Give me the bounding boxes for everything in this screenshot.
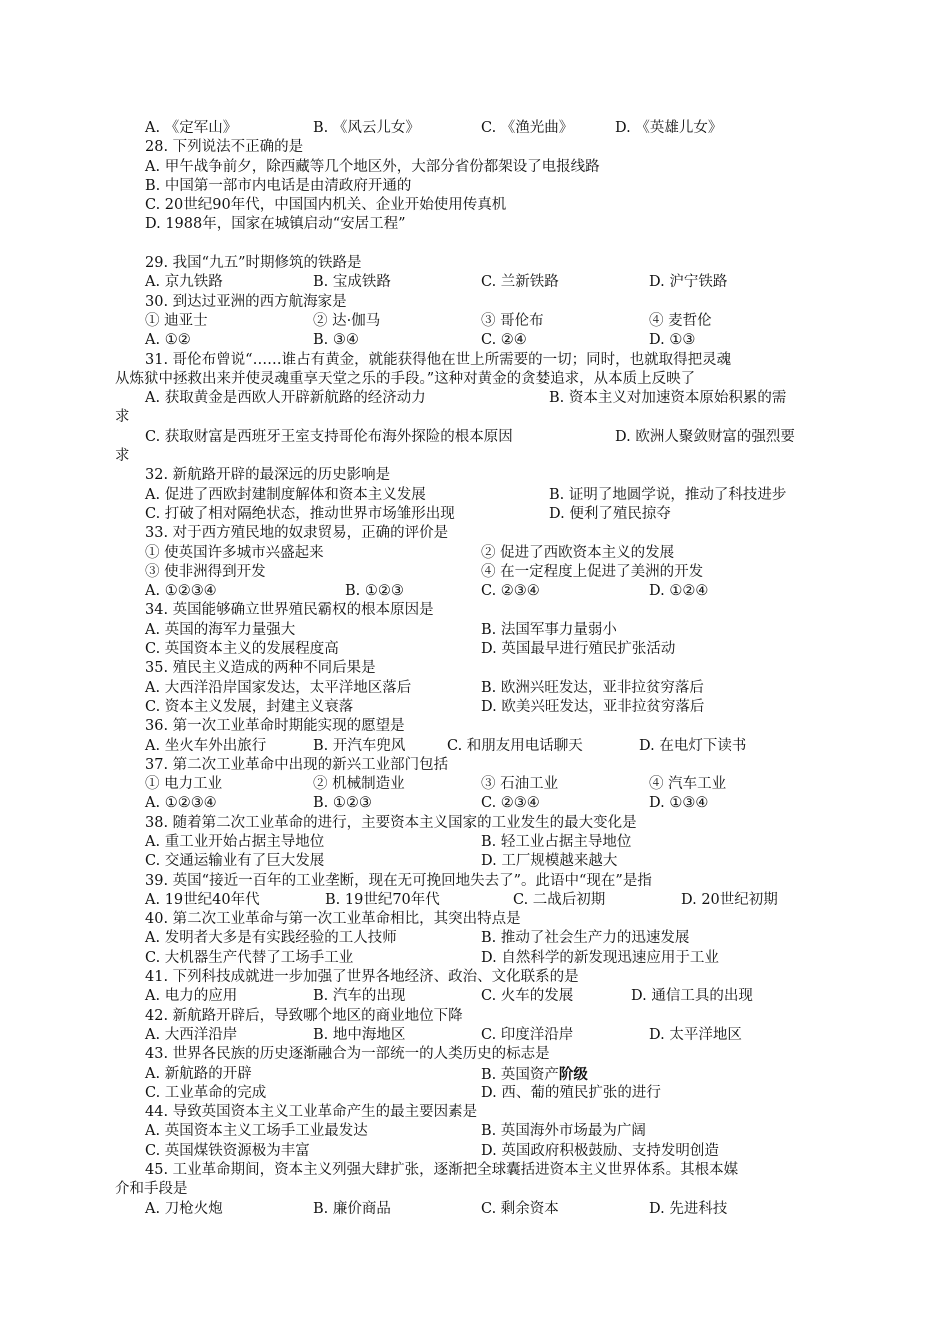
q45-option-d: D. 先进科技	[649, 1200, 728, 1217]
q36-option-a: A. 坐火车外出旅行	[145, 737, 267, 754]
q28-option-b: B. 中国第一部市内电话是由清政府开通的	[145, 177, 412, 194]
q36-options-row	[115, 737, 845, 756]
q43-option-b-bold: 阶级	[558, 1065, 588, 1083]
q31-option-d: D. 欧洲人聚敛财富的强烈要	[615, 428, 795, 445]
q34-stem: 34. 英国能够确立世界殖民霸权的根本原因是	[145, 602, 434, 619]
q44-option-d: D. 英国政府积极鼓励、支持发明创造	[481, 1142, 719, 1159]
q34-option-b: B. 法国军事力量弱小	[481, 621, 617, 638]
q42-options-row	[115, 1026, 845, 1045]
q27-option-d: D. 《英雄儿女》	[615, 120, 723, 136]
q31-cd-row	[115, 428, 845, 447]
q37-option-a: A. ①②③④	[145, 795, 217, 812]
q27-option-c: C. 《渔光曲》	[481, 120, 574, 136]
q43-option-b-text: B. 英国资产	[481, 1066, 559, 1083]
q39-option-b: B. 19世纪70年代	[325, 891, 440, 908]
q43-option-a: A. 新航路的开辟	[145, 1065, 252, 1082]
q30-item-1: ① 迪亚士	[145, 312, 208, 329]
q30-option-b: B. ③④	[313, 332, 359, 349]
q33-items-row-2	[115, 563, 845, 582]
blank-line	[115, 235, 845, 254]
q31-option-b-wrap: 求	[115, 409, 130, 426]
q43-option-c: C. 工业革命的完成	[145, 1084, 267, 1101]
q28-stem: 28. 下列说法不正确的是	[145, 139, 304, 156]
q41-options-row	[115, 987, 845, 1006]
q35-option-b: B. 欧洲兴旺发达，亚非拉贫穷落后	[481, 679, 704, 696]
q35-option-d: D. 欧美兴旺发达，亚非拉贫穷落后	[481, 698, 705, 715]
q40-ab-row	[115, 929, 845, 948]
q37-item-3: ③ 石油工业	[481, 776, 559, 793]
q30-options-row	[115, 331, 845, 350]
q29-option-b: B. 宝成铁路	[313, 274, 391, 291]
q30-item-3: ③ 哥伦布	[481, 312, 544, 329]
q29-option-c: C. 兰新铁路	[481, 274, 559, 291]
q44-option-a: A. 英国资本主义工场手工业最发达	[145, 1123, 368, 1140]
q27-option-a: A. 《定军山》	[145, 120, 238, 136]
q45-option-c: C. 剩余资本	[481, 1200, 559, 1217]
q30-option-d: D. ①③	[649, 332, 696, 349]
q29-stem: 29. 我国“九五”时期修筑的铁路是	[145, 255, 362, 272]
q40-stem: 40. 第二次工业革命与第一次工业革命相比，其突出特点是	[145, 911, 521, 928]
q30-option-c: C. ②④	[481, 332, 527, 349]
q32-stem: 32. 新航路开辟的最深远的历史影响是	[145, 467, 391, 484]
q35-option-a: A. 大西洋沿岸国家发达，太平洋地区落后	[145, 679, 412, 696]
q44-option-c: C. 英国煤铁资源极为丰富	[145, 1142, 310, 1159]
q30-option-a: A. ①②	[145, 332, 191, 349]
q35-cd-row	[115, 698, 845, 717]
q41-option-c: C. 火车的发展	[481, 988, 574, 1005]
q33-item-4: ④ 在一定程度上促进了美洲的开发	[481, 563, 704, 580]
q38-option-d: D. 工厂规模越来越大	[481, 853, 618, 870]
q45-option-a: A. 刀枪火炮	[145, 1200, 223, 1217]
q30-item-4: ④ 麦哲伦	[649, 312, 712, 329]
q36-option-c: C. 和朋友用电话聊天	[447, 737, 583, 754]
q31-ab-row	[115, 389, 845, 408]
q28-option-c: C. 20世纪90年代，中国国内机关、企业开始使用传真机	[145, 197, 507, 214]
q41-stem: 41. 下列科技成就进一步加强了世界各地经济、政治、文化联系的是	[145, 969, 579, 986]
q38-option-c: C. 交通运输业有了巨大发展	[145, 853, 325, 870]
q32-cd-row	[115, 505, 845, 524]
q32-option-c: C. 打破了相对隔绝状态，推动世界市场雏形出现	[145, 505, 455, 522]
q33-item-1: ① 使英国许多城市兴盛起来	[145, 544, 324, 561]
q39-option-c: C. 二战后初期	[513, 891, 606, 908]
q36-option-b: B. 开汽车兜风	[313, 737, 406, 754]
q40-option-b: B. 推动了社会生产力的迅速发展	[481, 930, 690, 947]
q33-items-row-1	[115, 544, 845, 563]
q29-options-row	[115, 273, 845, 292]
q45-stem-line-1: 45. 工业革命期间，资本主义列强大肆扩张，逐渐把全球囊括进资本主义世界体系。其根本媒	[145, 1162, 739, 1179]
q43-ab-row	[115, 1065, 845, 1084]
q39-options-row	[115, 891, 845, 910]
q37-items-row	[115, 775, 845, 794]
q27-options-row	[115, 119, 845, 138]
q37-options-row	[115, 794, 845, 813]
q41-option-a: A. 电力的应用	[145, 988, 238, 1005]
q37-option-c: C. ②③④	[481, 795, 540, 812]
q29-option-a: A. 京九铁路	[145, 274, 223, 291]
q39-stem: 39. 英国“接近一百年的工业垄断，现在无可挽回地失去了”。此语中“现在”是指	[145, 872, 652, 889]
q29-option-d: D. 沪宁铁路	[649, 274, 728, 291]
q42-option-c: C. 印度洋沿岸	[481, 1026, 574, 1043]
q37-item-1: ① 电力工业	[145, 776, 223, 793]
q31-option-d-wrap: 求	[115, 448, 130, 465]
q43-option-b	[481, 1065, 588, 1085]
q32-option-d: D. 便利了殖民掠夺	[549, 505, 671, 522]
q33-item-2: ② 促进了西欧资本主义的发展	[481, 544, 675, 561]
q42-option-d: D. 太平洋地区	[649, 1026, 742, 1043]
q34-option-a: A. 英国的海军力量强大	[145, 621, 296, 638]
q44-option-b: B. 英国海外市场最为广阔	[481, 1123, 646, 1140]
q38-option-a: A. 重工业开始占据主导地位	[145, 833, 325, 850]
q45-option-b: B. 廉价商品	[313, 1200, 391, 1217]
q42-option-a: A. 大西洋沿岸	[145, 1026, 238, 1043]
q32-option-a: A. 促进了西欧封建制度解体和资本主义发展	[145, 486, 426, 503]
q33-options-row	[115, 582, 845, 601]
q31-stem-line-2: 从炼狱中拯救出来并使灵魂重享天堂之乐的手段。”这种对黄金的贪婪追求，从本质上反映了	[115, 370, 696, 387]
q34-option-c: C. 英国资本主义的发展程度高	[145, 641, 339, 658]
exam-page	[115, 119, 845, 1219]
q38-ab-row	[115, 833, 845, 852]
q30-items-row	[115, 312, 845, 331]
q31-option-b: B. 资本主义对加速资本原始积累的需	[549, 390, 787, 407]
q35-ab-row	[115, 679, 845, 698]
q38-stem: 38. 随着第二次工业革命的进行，主要资本主义国家的工业发生的最大变化是	[145, 814, 637, 831]
q45-stem-line-2: 介和手段是	[115, 1181, 188, 1198]
q43-cd-row	[115, 1084, 845, 1103]
q33-option-c: C. ②③④	[481, 583, 540, 600]
q30-item-2: ② 达·伽马	[313, 312, 381, 329]
q42-option-b: B. 地中海地区	[313, 1026, 406, 1043]
q37-item-2: ② 机械制造业	[313, 776, 405, 793]
q28-option-d: D. 1988年，国家在城镇启动“安居工程”	[145, 216, 406, 233]
q41-option-d: D. 通信工具的出现	[631, 988, 753, 1005]
q32-ab-row	[115, 486, 845, 505]
q44-ab-row	[115, 1122, 845, 1141]
q31-stem-line-1: 31. 哥伦布曾说“……谁占有黄金，就能获得他在世上所需要的一切；同时，也就取得把灵魂	[145, 351, 732, 368]
q32-option-b: B. 证明了地圆学说，推动了科技进步	[549, 486, 787, 503]
q35-stem: 35. 殖民主义造成的两种不同后果是	[145, 660, 376, 677]
q34-ab-row	[115, 621, 845, 640]
q27-option-b: B. 《风云儿女》	[313, 120, 420, 136]
q43-option-d: D. 西、葡的殖民扩张的进行	[481, 1084, 661, 1101]
q39-option-a: A. 19世纪40年代	[145, 891, 260, 908]
q37-stem: 37. 第二次工业革命中出现的新兴工业部门包括	[145, 756, 449, 773]
q40-option-d: D. 自然科学的新发现迅速应用于工业	[481, 949, 719, 966]
q45-options-row	[115, 1200, 845, 1219]
q33-stem: 33. 对于西方殖民地的奴隶贸易，正确的评价是	[145, 525, 449, 542]
q38-option-b: B. 轻工业占据主导地位	[481, 833, 632, 850]
q28-option-a: A. 甲午战争前夕，除西藏等几个地区外，大部分省份都架设了电报线路	[145, 158, 600, 175]
q33-option-d: D. ①②④	[649, 583, 709, 600]
q40-option-a: A. 发明者大多是有实践经验的工人技师	[145, 930, 397, 947]
q39-option-d: D. 20世纪初期	[681, 891, 778, 908]
q43-stem: 43. 世界各民族的历史逐渐融合为一部统一的人类历史的标志是	[145, 1046, 550, 1063]
q35-option-c: C. 资本主义发展，封建主义衰落	[145, 698, 354, 715]
q36-option-d: D. 在电灯下读书	[639, 737, 747, 754]
q37-item-4: ④ 汽车工业	[649, 776, 727, 793]
q44-stem: 44. 导致英国资本主义工业革命产生的最主要因素是	[145, 1104, 478, 1121]
q40-option-c: C. 大机器生产代替了工场手工业	[145, 949, 354, 966]
q37-option-d: D. ①③④	[649, 795, 709, 812]
q31-option-c: C. 获取财富是西班牙王室支持哥伦布海外探险的根本原因	[145, 428, 513, 445]
q31-option-a: A. 获取黄金是西欧人开辟新航路的经济动力	[145, 390, 426, 407]
q34-cd-row	[115, 640, 845, 659]
q33-option-b: B. ①②③	[345, 583, 404, 600]
q42-stem: 42. 新航路开辟后，导致哪个地区的商业地位下降	[145, 1007, 463, 1024]
q44-cd-row	[115, 1142, 845, 1161]
q30-stem: 30. 到达过亚洲的西方航海家是	[145, 293, 347, 310]
q38-cd-row	[115, 852, 845, 871]
q40-cd-row	[115, 949, 845, 968]
q34-option-d: D. 英国最早进行殖民扩张活动	[481, 641, 676, 658]
q33-item-3: ③ 使非洲得到开发	[145, 563, 266, 580]
q33-option-a: A. ①②③④	[145, 583, 217, 600]
q37-option-b: B. ①②③	[313, 795, 372, 812]
q41-option-b: B. 汽车的出现	[313, 988, 406, 1005]
q36-stem: 36. 第一次工业革命时期能实现的愿望是	[145, 718, 405, 735]
